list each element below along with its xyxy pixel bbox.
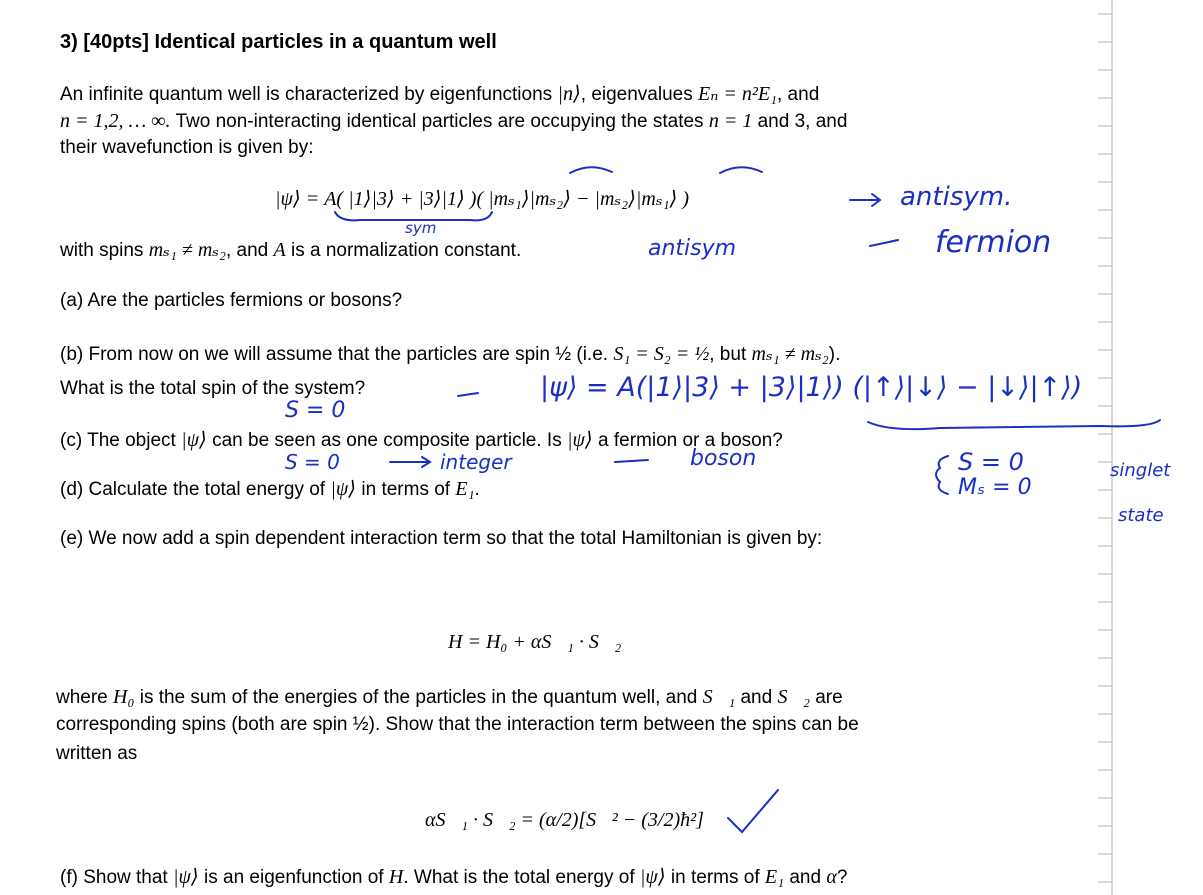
ink-sym: sym (405, 219, 437, 237)
arrow-antisym (850, 194, 880, 206)
ink-s-eq-0-c: S = 0 (285, 450, 340, 474)
arrow-b (458, 393, 478, 396)
part-b-line-1: (b) From now on we will assume that the particles are spin ½ (i.e. S₁ = S₂ = ½, but mₛ₁ ≠ mₛ₂). (60, 343, 841, 365)
ink-psi-expansion: |ψ⟩ = A(|1⟩|3⟩ + |3⟩|1⟩) (|↑⟩|↓⟩ − |↓⟩|↑⟩) (540, 372, 1083, 403)
margin-ruler (1090, 0, 1114, 895)
spin-brace (868, 420, 1160, 429)
part-b-line-2: What is the total spin of the system? (60, 378, 366, 399)
side-brace (936, 456, 948, 494)
part-e: (e) We now add a spin dependent interaction term so that the total Hamiltonian is given by: (60, 528, 823, 549)
part-d: (d) Calculate the total energy of |ψ⟩ in terms of E₁. (60, 478, 480, 500)
wavefunction-equation: |ψ⟩ = A( |1⟩|3⟩ + |3⟩|1⟩ )( |mₛ₁⟩|mₛ₂⟩ − |mₛ₂⟩|mₛ₁⟩ ) (275, 188, 690, 210)
swap-arrow-2 (720, 167, 762, 173)
ink-boson: boson (690, 446, 757, 471)
spins-line: with spins mₛ₁ ≠ mₛ₂, and A is a normalization constant. (60, 239, 522, 261)
ink-fermion: fermion (935, 225, 1052, 260)
where-line-1: where H₀ is the sum of the energies of the particles in the quantum well, and S⃗₁ and S⃗₂ are (56, 686, 843, 708)
ink-state: state (1118, 505, 1164, 526)
arrow-c-1 (390, 457, 430, 467)
problem-heading: 3) [40pts] Identical particles in a quantum well (60, 31, 497, 53)
arrow-c-2 (615, 460, 648, 462)
intro-line-2: n = 1,2, … ∞. Two non-interacting identical particles are occupying the states n = 1 and 3, and (60, 110, 848, 132)
arrow-fermion (870, 240, 898, 246)
where-line-3: written as (56, 743, 138, 764)
intro-line-1: An infinite quantum well is characterized by eigenfunctions |n⟩, eigenvalues Eₙ = n²E₁, and (60, 83, 820, 105)
ink-s-eq-0-b: S = 0 (285, 398, 346, 423)
ink-integer: integer (440, 450, 512, 474)
intro-line-3: their wavefunction is given by: (60, 137, 314, 158)
part-c: (c) The object |ψ⟩ can be seen as one composite particle. Is |ψ⟩ a fermion or a boson? (60, 429, 783, 451)
ink-antisym-mid: antisym (648, 236, 737, 261)
part-a: (a) Are the particles fermions or bosons? (60, 290, 403, 311)
where-line-2: corresponding spins (both are spin ½). Show that the interaction term between the spins can be (56, 714, 859, 735)
hamiltonian-equation: H = H₀ + αS⃗₁ · S⃗₂ (448, 631, 622, 653)
ink-ms-eq-0: Mₛ = 0 (958, 475, 1032, 500)
ink-singlet: singlet (1110, 460, 1171, 481)
part-f: (f) Show that |ψ⟩ is an eigenfunction of H. What is the total energy of |ψ⟩ in terms of E₁ and α? (60, 866, 848, 888)
interaction-equation: αS⃗₁ · S⃗₂ = (α/2)[S⃗² − (3/2)ħ²] (425, 809, 704, 831)
ink-s-eq-0-side: S = 0 (958, 448, 1024, 476)
ink-antisym-right: antisym. (900, 182, 1013, 212)
check-mark (728, 790, 778, 832)
swap-arrow-1 (570, 167, 612, 173)
